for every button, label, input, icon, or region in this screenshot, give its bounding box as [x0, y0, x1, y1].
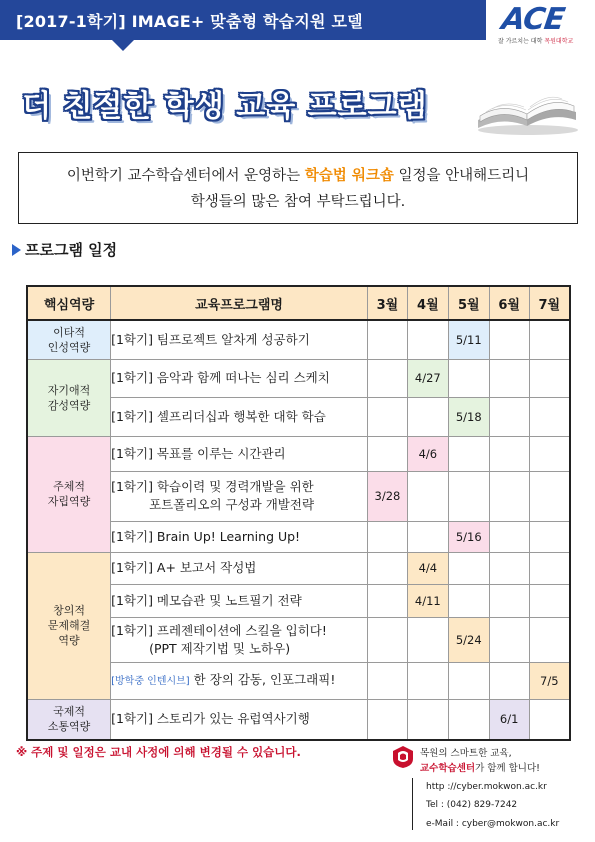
category-altruistic: 이타적 인성역량	[27, 320, 111, 359]
intro-box	[18, 152, 578, 224]
category-creative: 창의적 문제해결 역량	[27, 552, 111, 699]
header-april: 4월	[407, 286, 448, 320]
program-name: [1학기] 팀프로젝트 알차게 성공하기	[111, 320, 368, 359]
category-independent: 주체적 자립역량	[27, 436, 111, 552]
ace-logo	[496, 4, 590, 46]
program-name: [1학기] Brain Up! Learning Up!	[111, 521, 368, 552]
section-title: 프로그램 일정	[12, 239, 117, 260]
category-self-love: 자기애적 감성역량	[27, 359, 111, 436]
schedule-date: 6/1	[489, 699, 529, 740]
program-name: [1학기] A+ 보고서 작성법	[111, 552, 368, 584]
contact-tel: Tel : (042) 829-7242	[426, 800, 518, 810]
program-name: [1학기] 음악과 함께 떠나는 심리 스케치	[111, 359, 368, 397]
intro-highlight: 학습법 워크숍	[304, 168, 394, 184]
table-row	[27, 436, 570, 471]
schedule-table	[26, 285, 571, 741]
header-july: 7월	[529, 286, 570, 320]
schedule-date: 5/24	[448, 617, 489, 662]
header-june: 6월	[489, 286, 529, 320]
schedule-date: 4/27	[407, 359, 448, 397]
logo-text: ACE	[499, 2, 567, 37]
header-may: 5월	[448, 286, 489, 320]
program-name: [방학중 인텐시브] 한 장의 감동, 인포그래픽!	[111, 662, 368, 699]
schedule-date: 5/16	[448, 521, 489, 552]
footer-slogan-line-2: 교수학습센터가 함께 합니다!	[420, 763, 540, 774]
table-row	[27, 320, 570, 359]
schedule-date: 4/11	[407, 584, 448, 617]
category-global: 국제적 소통역량	[27, 699, 111, 740]
triangle-bullet-icon	[12, 244, 21, 256]
schedule-date: 3/28	[367, 471, 407, 521]
contact-email[interactable]: e-Mail : cyber@mokwon.ac.kr	[426, 819, 560, 829]
program-name: [1학기] 셀프리더십과 행복한 대학 학습	[111, 397, 368, 436]
program-name: [1학기] 학습이력 및 경력개발을 위한 포트폴리오의 구성과 개발전략	[111, 471, 368, 521]
header-program: 교육프로그램명	[111, 286, 368, 320]
table-row	[27, 552, 570, 584]
program-name: [1학기] 목표를 이루는 시간관리	[111, 436, 368, 471]
intro-line-1: 이번학기 교수학습센터에서 운영하는 학습법 워크숍 일정을 안내해드리니	[66, 168, 530, 184]
table-row	[27, 699, 570, 740]
header-march: 3월	[367, 286, 407, 320]
schedule-change-note: ※ 주제 및 일정은 교내 사정에 의해 변경될 수 있습니다.	[16, 745, 301, 759]
logo-slogan-b: 목원대학교	[544, 38, 574, 45]
schedule-date: 4/4	[407, 552, 448, 584]
open-book-illustration	[472, 82, 582, 136]
contact-url[interactable]: http ://cyber.mokwon.ac.kr	[426, 782, 547, 792]
header-bar	[0, 0, 486, 40]
header-title: [2017-1학기] IMAGE+ 맞춤형 학습지원 모델	[16, 11, 363, 31]
vacation-intensive-tag: [방학중 인텐시브]	[111, 675, 190, 687]
table-row	[27, 359, 570, 397]
university-emblem-icon	[392, 745, 414, 769]
schedule-date: 5/18	[448, 397, 489, 436]
logo-slogan	[498, 36, 573, 45]
program-name: [1학기] 메모습관 및 노트필기 전략	[111, 584, 368, 617]
header-competency: 핵심역량	[27, 286, 111, 320]
schedule-date: 7/5	[529, 662, 570, 699]
logo-slogan-a: 잘 가르치는 대학	[498, 38, 543, 45]
program-name: [1학기] 스토리가 있는 유럽역사기행	[111, 699, 368, 740]
header-notch	[112, 40, 134, 51]
program-name: [1학기] 프레젠테이션에 스킬을 입히다! (PPT 제작기법 및 노하우)	[111, 617, 368, 662]
contact-divider	[412, 778, 416, 830]
intro-line-2: 학생들의 많은 참여 부탁드립니다.	[190, 194, 406, 210]
footer-slogan-line-1: 목원의 스마트한 교육,	[420, 748, 512, 759]
table-header-row	[27, 286, 570, 320]
schedule-date: 4/6	[407, 436, 448, 471]
banner-title: 더 친절한 학생 교육 프로그램	[22, 89, 428, 124]
schedule-date: 5/11	[448, 320, 489, 359]
